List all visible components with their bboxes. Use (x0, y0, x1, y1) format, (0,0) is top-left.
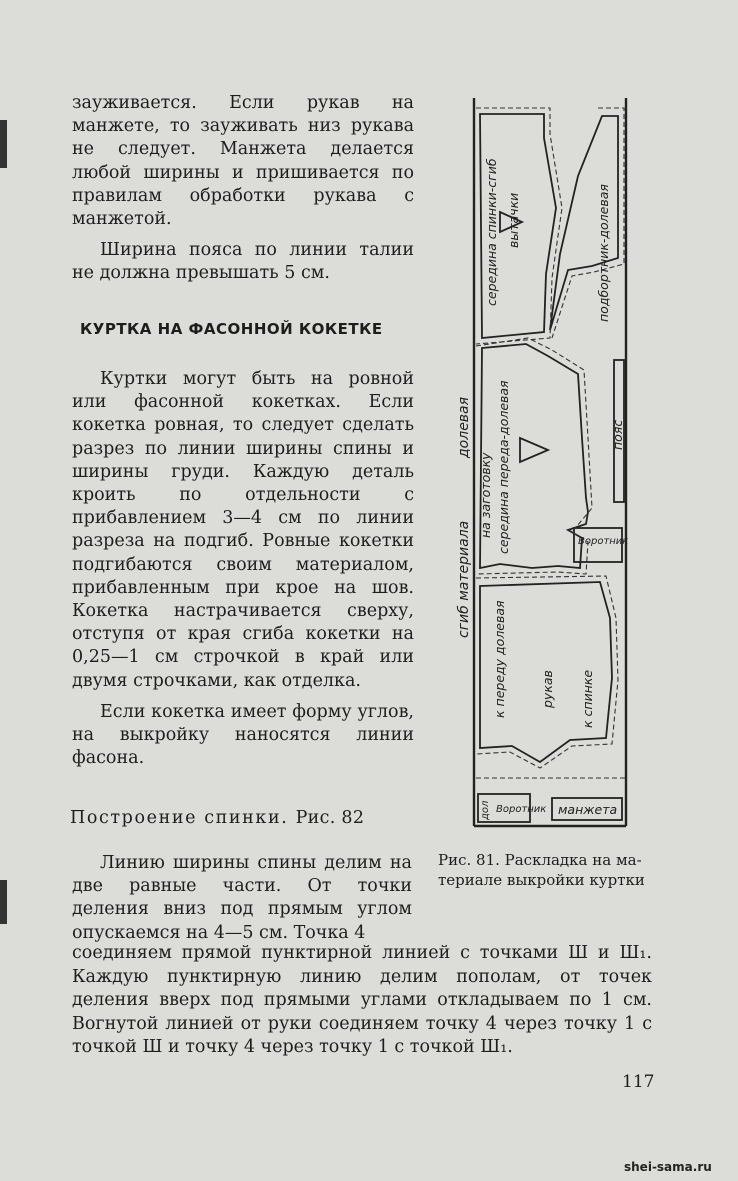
label-lengthwise: долевая (456, 396, 472, 458)
paragraph: Линию ширины спины делим на две равные части. От точки деления вниз под прямым углом опускаемся на 4—5 см. Точка 4 (72, 853, 412, 943)
dart-front (520, 438, 548, 462)
label-belt: пояс (610, 419, 625, 450)
caption-line: Рис. 81. Раскладка на ма- (438, 851, 642, 869)
paragraph: соединяем прямой пунктирной линией с точками Ш и Ш₁. Каждую пунктирную линию делим пополам, от точек деления вверх под прямыми углами откладываем по 1 см. Вогнутой линией от руки соединяем точку 4 через точку 1 с точкой Ш и точку 4 через точку 1 с точкой Ш₁. (72, 943, 652, 1057)
figure-caption (438, 850, 660, 890)
subsection-title: Построение спинки. (70, 808, 289, 828)
caption-line: териале выкройки куртки (438, 871, 645, 889)
label-collar-2: Воротник (496, 804, 547, 815)
text-block-2 (72, 368, 414, 770)
label-facing: подбортник-долевая (596, 184, 611, 322)
label-cuff: манжета (558, 802, 618, 817)
text-block-4 (72, 942, 652, 1060)
paragraph: Куртки могут быть на ровной или фасонной кокетках. Если кокетка ровная, то следует сделать разрез по линии ширины спины и ширины груди. Каждую деталь кроить по отдельности с прибавлением 3—4 см по линии разреза на подгиб. Ровные кокетки подгибаются своим материалом, прибавленным при крое на шов. Кокетка настрачивается сверху, отступя от края сгиба кокетки на 0,25—1 см строчкой в край или двумя строчками, как отделка. (72, 369, 414, 691)
pattern-layout-figure (456, 98, 638, 830)
subsection-heading (70, 808, 364, 828)
figure-reference: Рис. 82 (295, 808, 365, 828)
text-block-3 (72, 852, 412, 945)
label-to-front: к переду долевая (492, 600, 507, 718)
page-number: 117 (622, 1072, 655, 1092)
label-collar: Воротник (578, 536, 629, 547)
text-block-1 (72, 92, 414, 286)
paragraph: зауживается. Если рукав на манжете, то зауживать низ рукава не следует. Манжета делается любой ширины и пришивается по правилам обработки рукава с манжетой. (72, 93, 414, 230)
label-fabric-fold: сгиб материала (456, 520, 472, 638)
label-to-back-2: к спинке (580, 669, 595, 728)
label-side: дол (480, 800, 491, 820)
label-sleeve: рукав (540, 670, 555, 708)
scan-edge-mark (0, 880, 7, 924)
scan-edge-mark (0, 120, 7, 168)
paragraph: Ширина пояса по линии талии не должна превышать 5 см. (72, 240, 414, 284)
label-back-center: середина спинки-сгиб (484, 158, 499, 306)
label-darts: вытачки (506, 192, 521, 248)
site-watermark: shei-sama.ru (624, 1160, 712, 1174)
paragraph: Если кокетка имеет форму углов, на выкройку наносятся линии фасона. (72, 701, 414, 769)
label-to-back: на заготовку (478, 452, 493, 538)
section-heading: КУРТКА НА ФАСОННОЙ КОКЕТКЕ (80, 320, 383, 338)
label-front-center: середина переда-долевая (496, 380, 511, 554)
